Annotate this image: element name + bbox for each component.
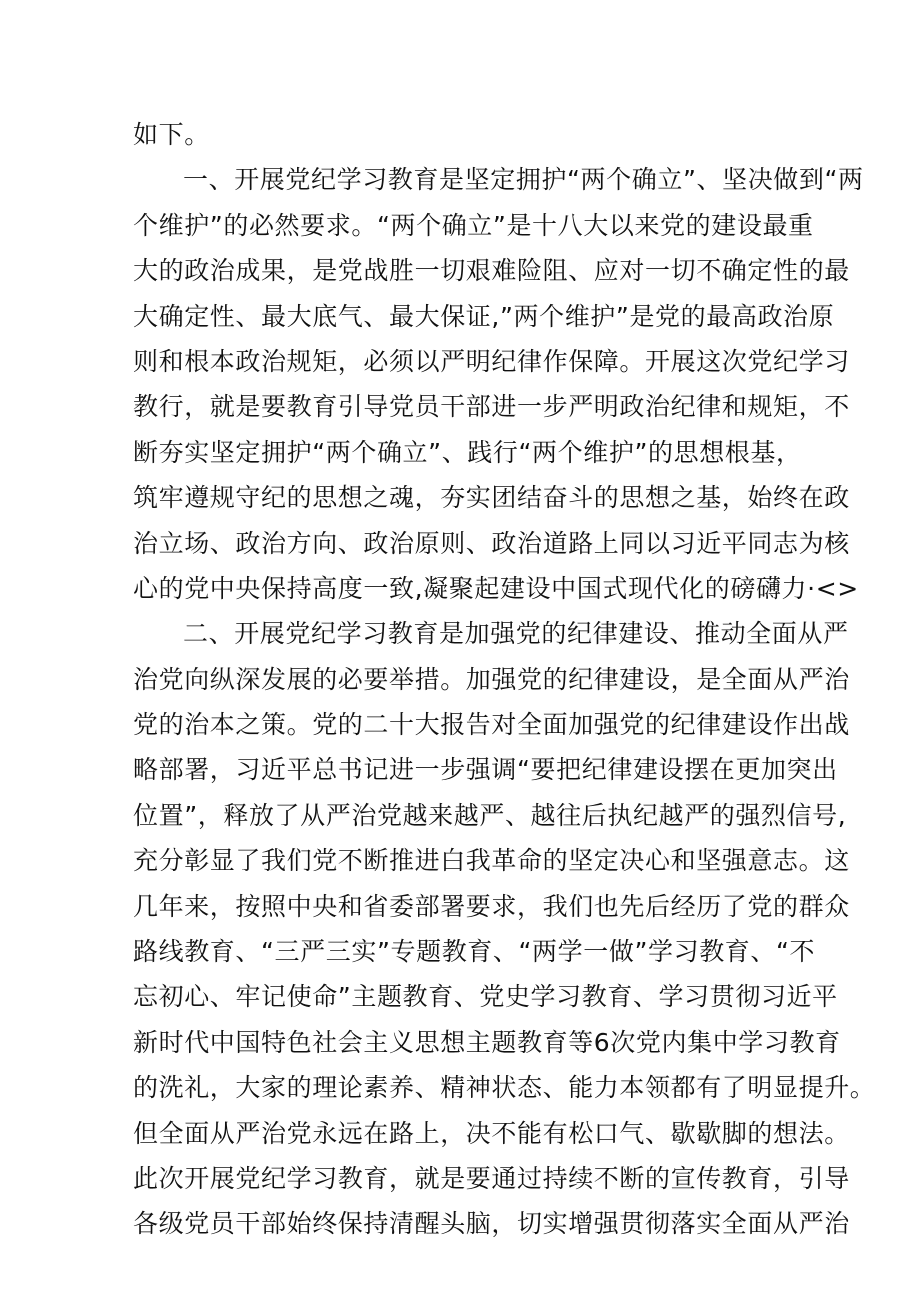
paragraph-1-heading-line: 一、开展党纪学习教育是坚定拥护“两个确立”、坚决做到“两 (183, 165, 864, 195)
text-line: 新时代中国特色社会主义思想主题教育等6次党内集中学习教育 (133, 1027, 841, 1057)
document-body (133, 112, 876, 1247)
text-line: 断夯实坚定拥护“两个确立”、践行“两个维护”的思想根基， (133, 437, 802, 467)
text-line: 但全面从严治党永远在路上，决不能有松口气、歇歇脚的想法。 (133, 1118, 850, 1148)
text-line: 充分彰显了我们党不断推进白我革命的坚定决心和坚强意志。这 (133, 846, 850, 876)
text-line: 路线教育、“三严三实”专题教育、“两学一做”学习教育、“不 (133, 937, 816, 967)
text-line: 如下。 (133, 120, 210, 149)
text-line: 则和根本政治规矩，必须以严明纪律作保障。开展这次党纪学习 (133, 346, 850, 376)
text-line: 忘初心、牢记使命”主题教育、党史学习教育、学习贯彻习近平 (133, 982, 838, 1012)
text-line: 位置”，释放了从严治党越来越严、越往后执纪越严的强烈信号, (133, 800, 847, 830)
paragraph-2-heading-line: 二、开展党纪学习教育是加强党的纪律建设、推动全面从严 (183, 619, 849, 649)
text-line: 教行，就是要教育引导党员干部进一步严明政治纪律和规矩，不 (133, 392, 850, 422)
text-line: 筑牢遵规守纪的思想之魂，夯实团结奋斗的思想之基，始终在政 (133, 483, 850, 513)
text-line: 此次开展党纪学习教育，就是要通过持续不断的宣传教育，引导 (133, 1163, 850, 1193)
text-line: 略部署，习近平总书记进一步强调“要把纪律建设摆在更加突出 (133, 755, 838, 785)
text-line: 心的党中央保持高度一致,凝聚起建设中国式现代化的磅礴力·<> (133, 573, 859, 603)
text-line: 大确定性、最大底气、最大保证,”两个维护”是党的最高政治原 (133, 301, 835, 331)
text-line: 治立场、政治方向、政治原则、政治道路上同以习近平同志为核 (133, 528, 850, 558)
text-line: 几年来，按照中央和省委部署要求，我们也先后经历了党的群众 (133, 891, 850, 921)
text-line: 治党向纵深发展的必要举措。加强党的纪律建设，是全面从严治 (133, 664, 850, 694)
text-line: 个维护”的必然要求。“两个确立”是十八大以来党的建设最重 (133, 210, 814, 240)
text-line: 党的治本之策。党的二十大报告对全面加强党的纪律建设作出战 (133, 710, 850, 740)
text-line: 大的政治成果，是党战胜一切艰难险阻、应对一切不确定性的最 (133, 256, 850, 286)
text-line: 的洗礼，大家的理论素养、精神状态、能力本领都有了明显提升。 (133, 1073, 876, 1103)
text-line: 各级党员干部始终保持清醒头脑，切实增强贯彻落实全面从严治 (133, 1209, 850, 1239)
